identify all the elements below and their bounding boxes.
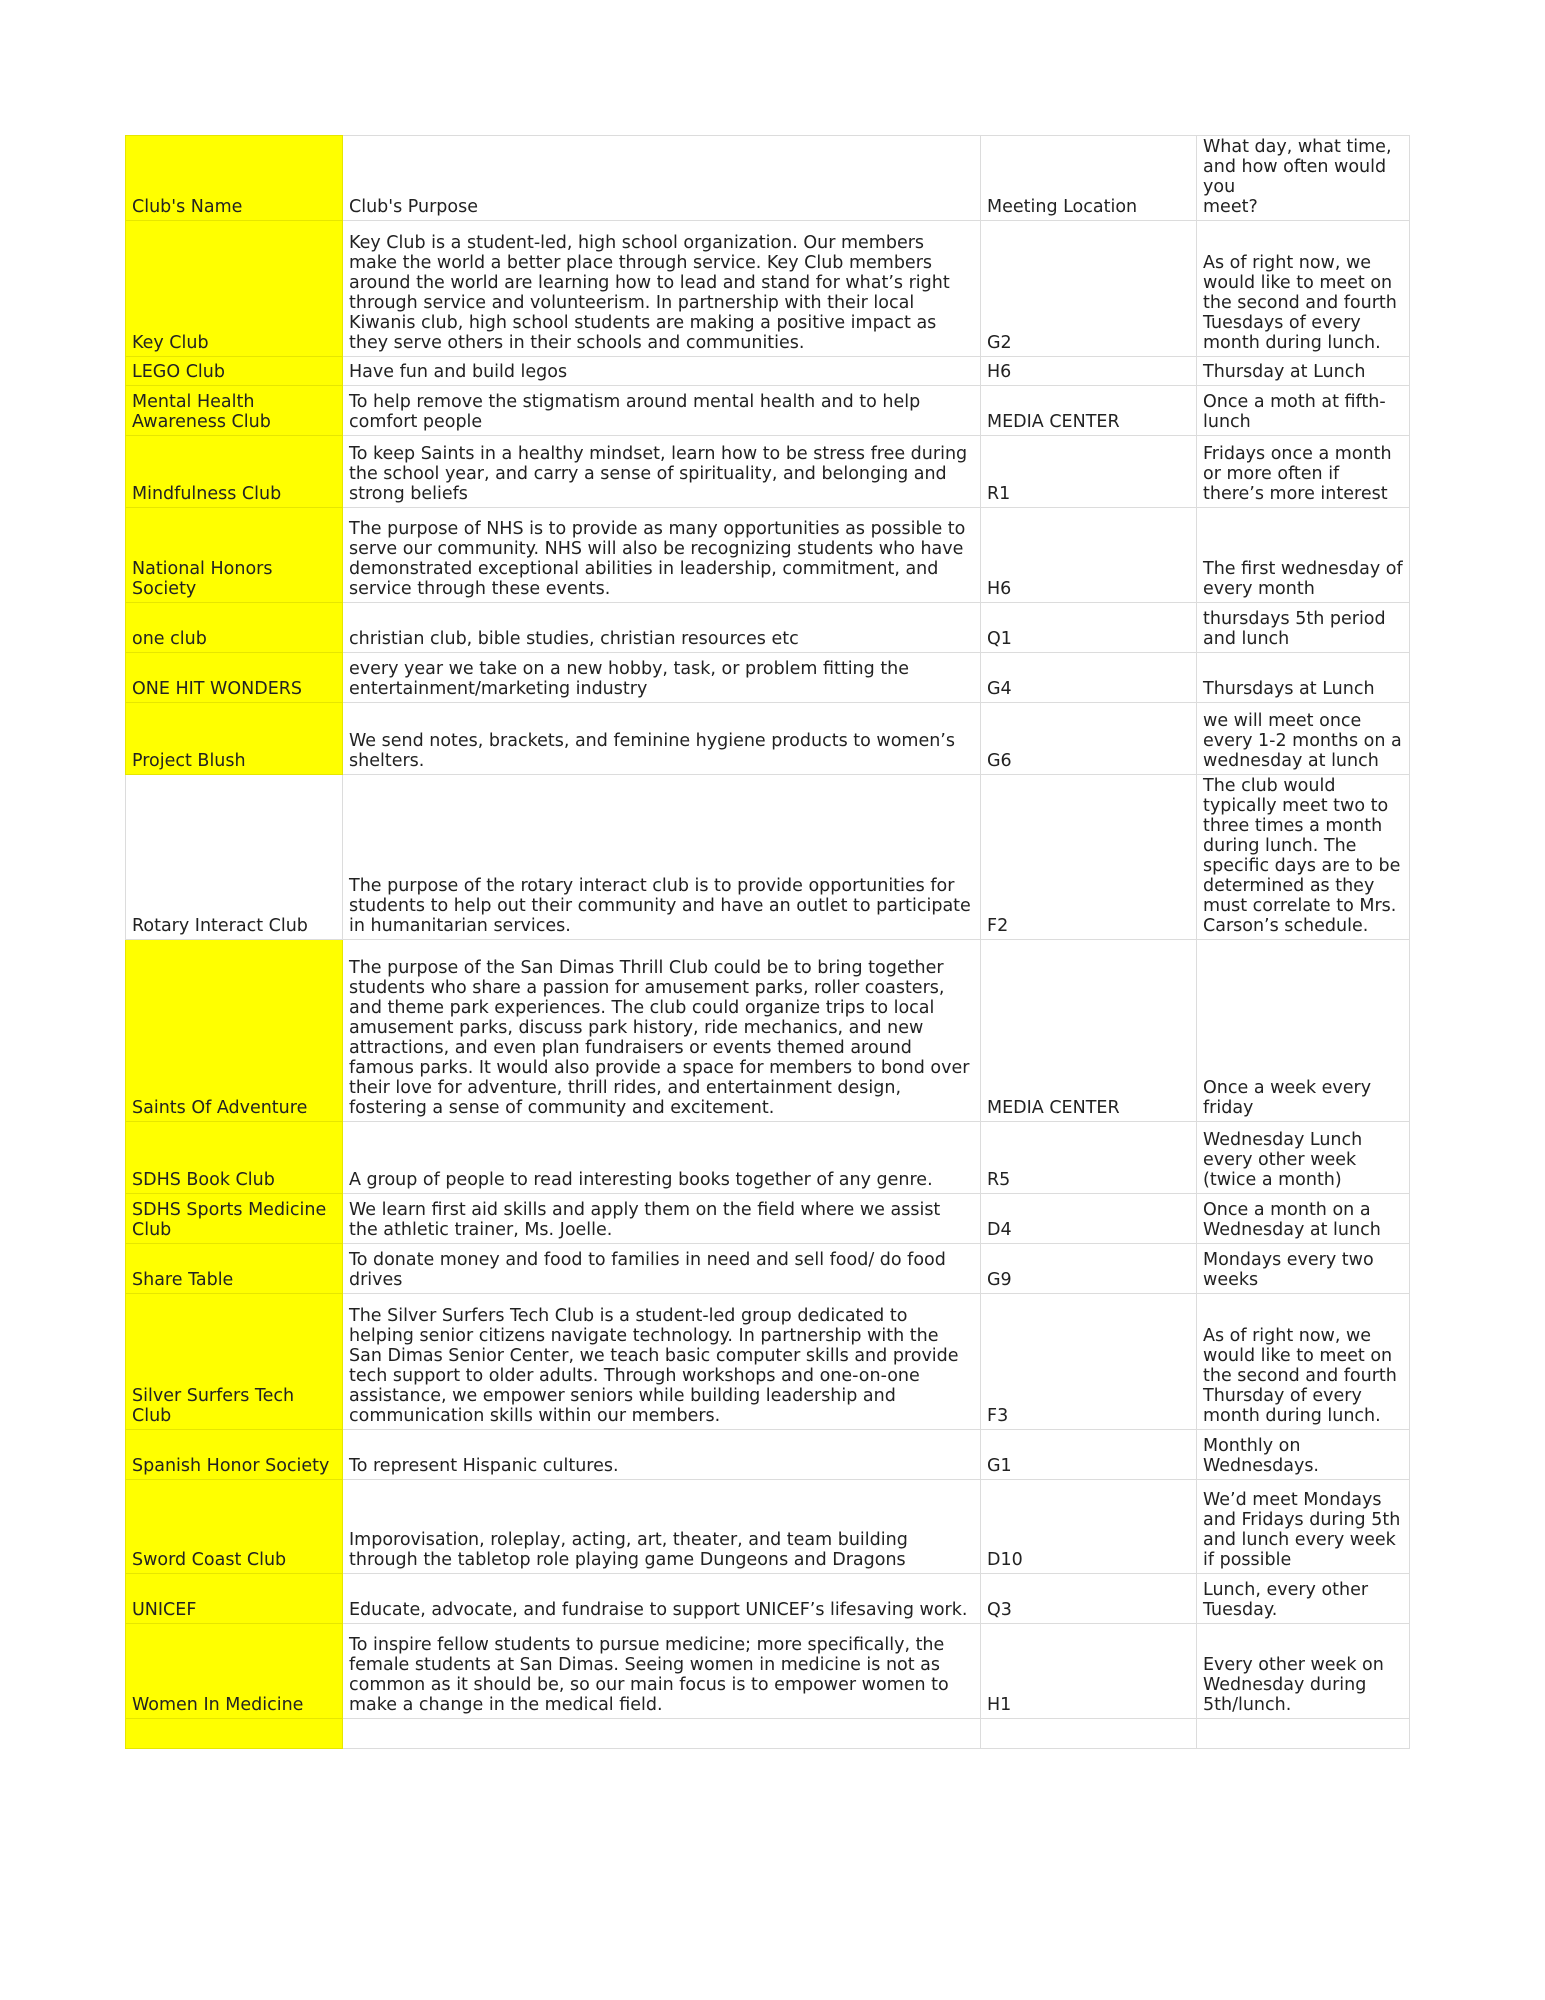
club-purpose-cell: Have fun and build legos — [343, 357, 981, 386]
club-purpose-cell: We send notes, brackets, and feminine hygiene products to women’s shelters. — [343, 703, 981, 775]
club-name-cell: one club — [126, 603, 343, 653]
meeting-time-cell: Once a week every friday — [1197, 940, 1410, 1122]
club-name-cell: SDHS Book Club — [126, 1122, 343, 1194]
club-name-cell: Mental Health Awareness Club — [126, 386, 343, 436]
club-purpose-cell: To donate money and food to families in need and sell food/ do food drives — [343, 1244, 981, 1294]
table-row — [126, 1244, 1410, 1294]
meeting-time-cell: The first wednesday of every month — [1197, 508, 1410, 603]
club-name-cell — [126, 1719, 343, 1749]
meeting-time-cell: Thursday at Lunch — [1197, 357, 1410, 386]
meeting-time-cell: The club would typically meet two to three times a month during lunch. The specific days are to be determined as they must correlate to Mrs. Carson’s schedule. — [1197, 775, 1410, 940]
table-row — [126, 357, 1410, 386]
meeting-time-cell: Every other week on Wednesday during 5th/lunch. — [1197, 1624, 1410, 1719]
clubs-table — [125, 135, 1410, 1749]
table-row — [126, 1122, 1410, 1194]
header-meeting-location: Meeting Location — [981, 136, 1197, 221]
club-purpose-cell: The purpose of the San Dimas Thrill Club could be to bring together students who share a passion for amusement parks, roller coasters, and theme park experiences. The club could organize trips to local amusement parks, discuss park history, ride mechanics, and new attractions, and even plan fundraisers or events themed around famous parks. It would also provide a space for members to bond over their love for adventure, thrill rides, and entertainment design, fostering a sense of community and excitement. — [343, 940, 981, 1122]
meeting-time-cell: Thursdays at Lunch — [1197, 653, 1410, 703]
meeting-location-cell: H1 — [981, 1624, 1197, 1719]
table-row — [126, 436, 1410, 508]
meeting-time-cell: thursdays 5th period and lunch — [1197, 603, 1410, 653]
club-purpose-cell — [343, 1719, 981, 1749]
header-club-name: Club's Name — [126, 136, 343, 221]
meeting-location-cell: G4 — [981, 653, 1197, 703]
table-row — [126, 386, 1410, 436]
club-name-cell: Women In Medicine — [126, 1624, 343, 1719]
club-name-cell: Mindfulness Club — [126, 436, 343, 508]
header-meeting-time: What day, what time, and how often would you meet? — [1197, 136, 1410, 221]
table-row — [126, 508, 1410, 603]
meeting-location-cell — [981, 1719, 1197, 1749]
club-purpose-cell: To help remove the stigmatism around mental health and to help comfort people — [343, 386, 981, 436]
meeting-location-cell: MEDIA CENTER — [981, 940, 1197, 1122]
club-purpose-cell: To inspire fellow students to pursue medicine; more specifically, the female students at San Dimas. Seeing women in medicine is not as common as it should be, so our main focus is to empower women to make a change in the medical field. — [343, 1624, 981, 1719]
club-purpose-cell: To keep Saints in a healthy mindset, learn how to be stress free during the school year, and carry a sense of spirituality, and belonging and strong beliefs — [343, 436, 981, 508]
club-name-cell: SDHS Sports Medicine Club — [126, 1194, 343, 1244]
table-row — [126, 1294, 1410, 1430]
club-name-cell: Spanish Honor Society — [126, 1430, 343, 1480]
meeting-location-cell: R1 — [981, 436, 1197, 508]
club-name-cell: National Honors Society — [126, 508, 343, 603]
club-purpose-cell: The purpose of the rotary interact club is to provide opportunities for students to help out their community and have an outlet to participate in humanitarian services. — [343, 775, 981, 940]
meeting-location-cell: H6 — [981, 357, 1197, 386]
table-row — [126, 603, 1410, 653]
club-name-cell: UNICEF — [126, 1574, 343, 1624]
meeting-time-cell: Mondays every two weeks — [1197, 1244, 1410, 1294]
header-club-purpose: Club's Purpose — [343, 136, 981, 221]
meeting-location-cell: D10 — [981, 1480, 1197, 1574]
meeting-location-cell: Q3 — [981, 1574, 1197, 1624]
table-row — [126, 1574, 1410, 1624]
club-name-cell: Saints Of Adventure — [126, 940, 343, 1122]
club-purpose-cell: christian club, bible studies, christian resources etc — [343, 603, 981, 653]
meeting-time-cell — [1197, 1719, 1410, 1749]
club-purpose-cell: The Silver Surfers Tech Club is a student-led group dedicated to helping senior citizens navigate technology. In partnership with the San Dimas Senior Center, we teach basic computer skills and provide tech support to older adults. Through workshops and one-on-one assistance, we empower seniors while building leadership and communication skills within our members. — [343, 1294, 981, 1430]
meeting-time-cell: we will meet once every 1-2 months on a wednesday at lunch — [1197, 703, 1410, 775]
table-row — [126, 1194, 1410, 1244]
club-name-cell: Project Blush — [126, 703, 343, 775]
table-row — [126, 775, 1410, 940]
meeting-location-cell: F2 — [981, 775, 1197, 940]
meeting-time-cell: Monthly on Wednesdays. — [1197, 1430, 1410, 1480]
meeting-time-cell: Once a month on a Wednesday at lunch — [1197, 1194, 1410, 1244]
meeting-location-cell: R5 — [981, 1122, 1197, 1194]
club-name-cell: Share Table — [126, 1244, 343, 1294]
meeting-location-cell: H6 — [981, 508, 1197, 603]
meeting-location-cell: G6 — [981, 703, 1197, 775]
club-name-cell: ONE HIT WONDERS — [126, 653, 343, 703]
meeting-location-cell: F3 — [981, 1294, 1197, 1430]
meeting-time-cell: We’d meet Mondays and Fridays during 5th and lunch every week if possible — [1197, 1480, 1410, 1574]
header-row — [126, 136, 1410, 221]
table-row — [126, 1624, 1410, 1719]
clubs-table-body — [126, 136, 1410, 1749]
club-name-cell: Silver Surfers Tech Club — [126, 1294, 343, 1430]
meeting-location-cell: G2 — [981, 221, 1197, 357]
club-purpose-cell: We learn first aid skills and apply them on the field where we assist the athletic trainer, Ms. Joelle. — [343, 1194, 981, 1244]
meeting-time-cell: Fridays once a month or more often if there’s more interest — [1197, 436, 1410, 508]
meeting-location-cell: G9 — [981, 1244, 1197, 1294]
club-purpose-cell: every year we take on a new hobby, task, or problem fitting the entertainment/marketing industry — [343, 653, 981, 703]
club-purpose-cell: Educate, advocate, and fundraise to support UNICEF’s lifesaving work. — [343, 1574, 981, 1624]
meeting-time-cell: As of right now, we would like to meet on the second and fourth Thursday of every month during lunch. — [1197, 1294, 1410, 1430]
table-row — [126, 1719, 1410, 1749]
club-purpose-cell: The purpose of NHS is to provide as many opportunities as possible to serve our community. NHS will also be recognizing students who have demonstrated exceptional abilities in leadership, commitment, and service through these events. — [343, 508, 981, 603]
club-name-cell: Key Club — [126, 221, 343, 357]
club-purpose-cell: To represent Hispanic cultures. — [343, 1430, 981, 1480]
club-name-cell: Sword Coast Club — [126, 1480, 343, 1574]
table-row — [126, 221, 1410, 357]
club-purpose-cell: Imporovisation, roleplay, acting, art, theater, and team building through the tabletop role playing game Dungeons and Dragons — [343, 1480, 981, 1574]
meeting-location-cell: D4 — [981, 1194, 1197, 1244]
table-row — [126, 940, 1410, 1122]
meeting-time-cell: Once a moth at fifth-lunch — [1197, 386, 1410, 436]
table-row — [126, 703, 1410, 775]
table-row — [126, 1430, 1410, 1480]
meeting-location-cell: MEDIA CENTER — [981, 386, 1197, 436]
meeting-time-cell: As of right now, we would like to meet on the second and fourth Tuesdays of every month during lunch. — [1197, 221, 1410, 357]
meeting-time-cell: Wednesday Lunch every other week (twice a month) — [1197, 1122, 1410, 1194]
meeting-time-cell: Lunch, every other Tuesday. — [1197, 1574, 1410, 1624]
club-purpose-cell: A group of people to read interesting books together of any genre. — [343, 1122, 981, 1194]
club-name-cell: LEGO Club — [126, 357, 343, 386]
club-purpose-cell: Key Club is a student-led, high school organization. Our members make the world a better place through service. Key Club members around the world are learning how to lead and stand for what’s right through service and volunteerism. In partnership with their local Kiwanis club, high school students are making a positive impact as they serve others in their schools and communities. — [343, 221, 981, 357]
club-name-cell: Rotary Interact Club — [126, 775, 343, 940]
table-row — [126, 1480, 1410, 1574]
meeting-location-cell: G1 — [981, 1430, 1197, 1480]
meeting-location-cell: Q1 — [981, 603, 1197, 653]
table-row — [126, 653, 1410, 703]
